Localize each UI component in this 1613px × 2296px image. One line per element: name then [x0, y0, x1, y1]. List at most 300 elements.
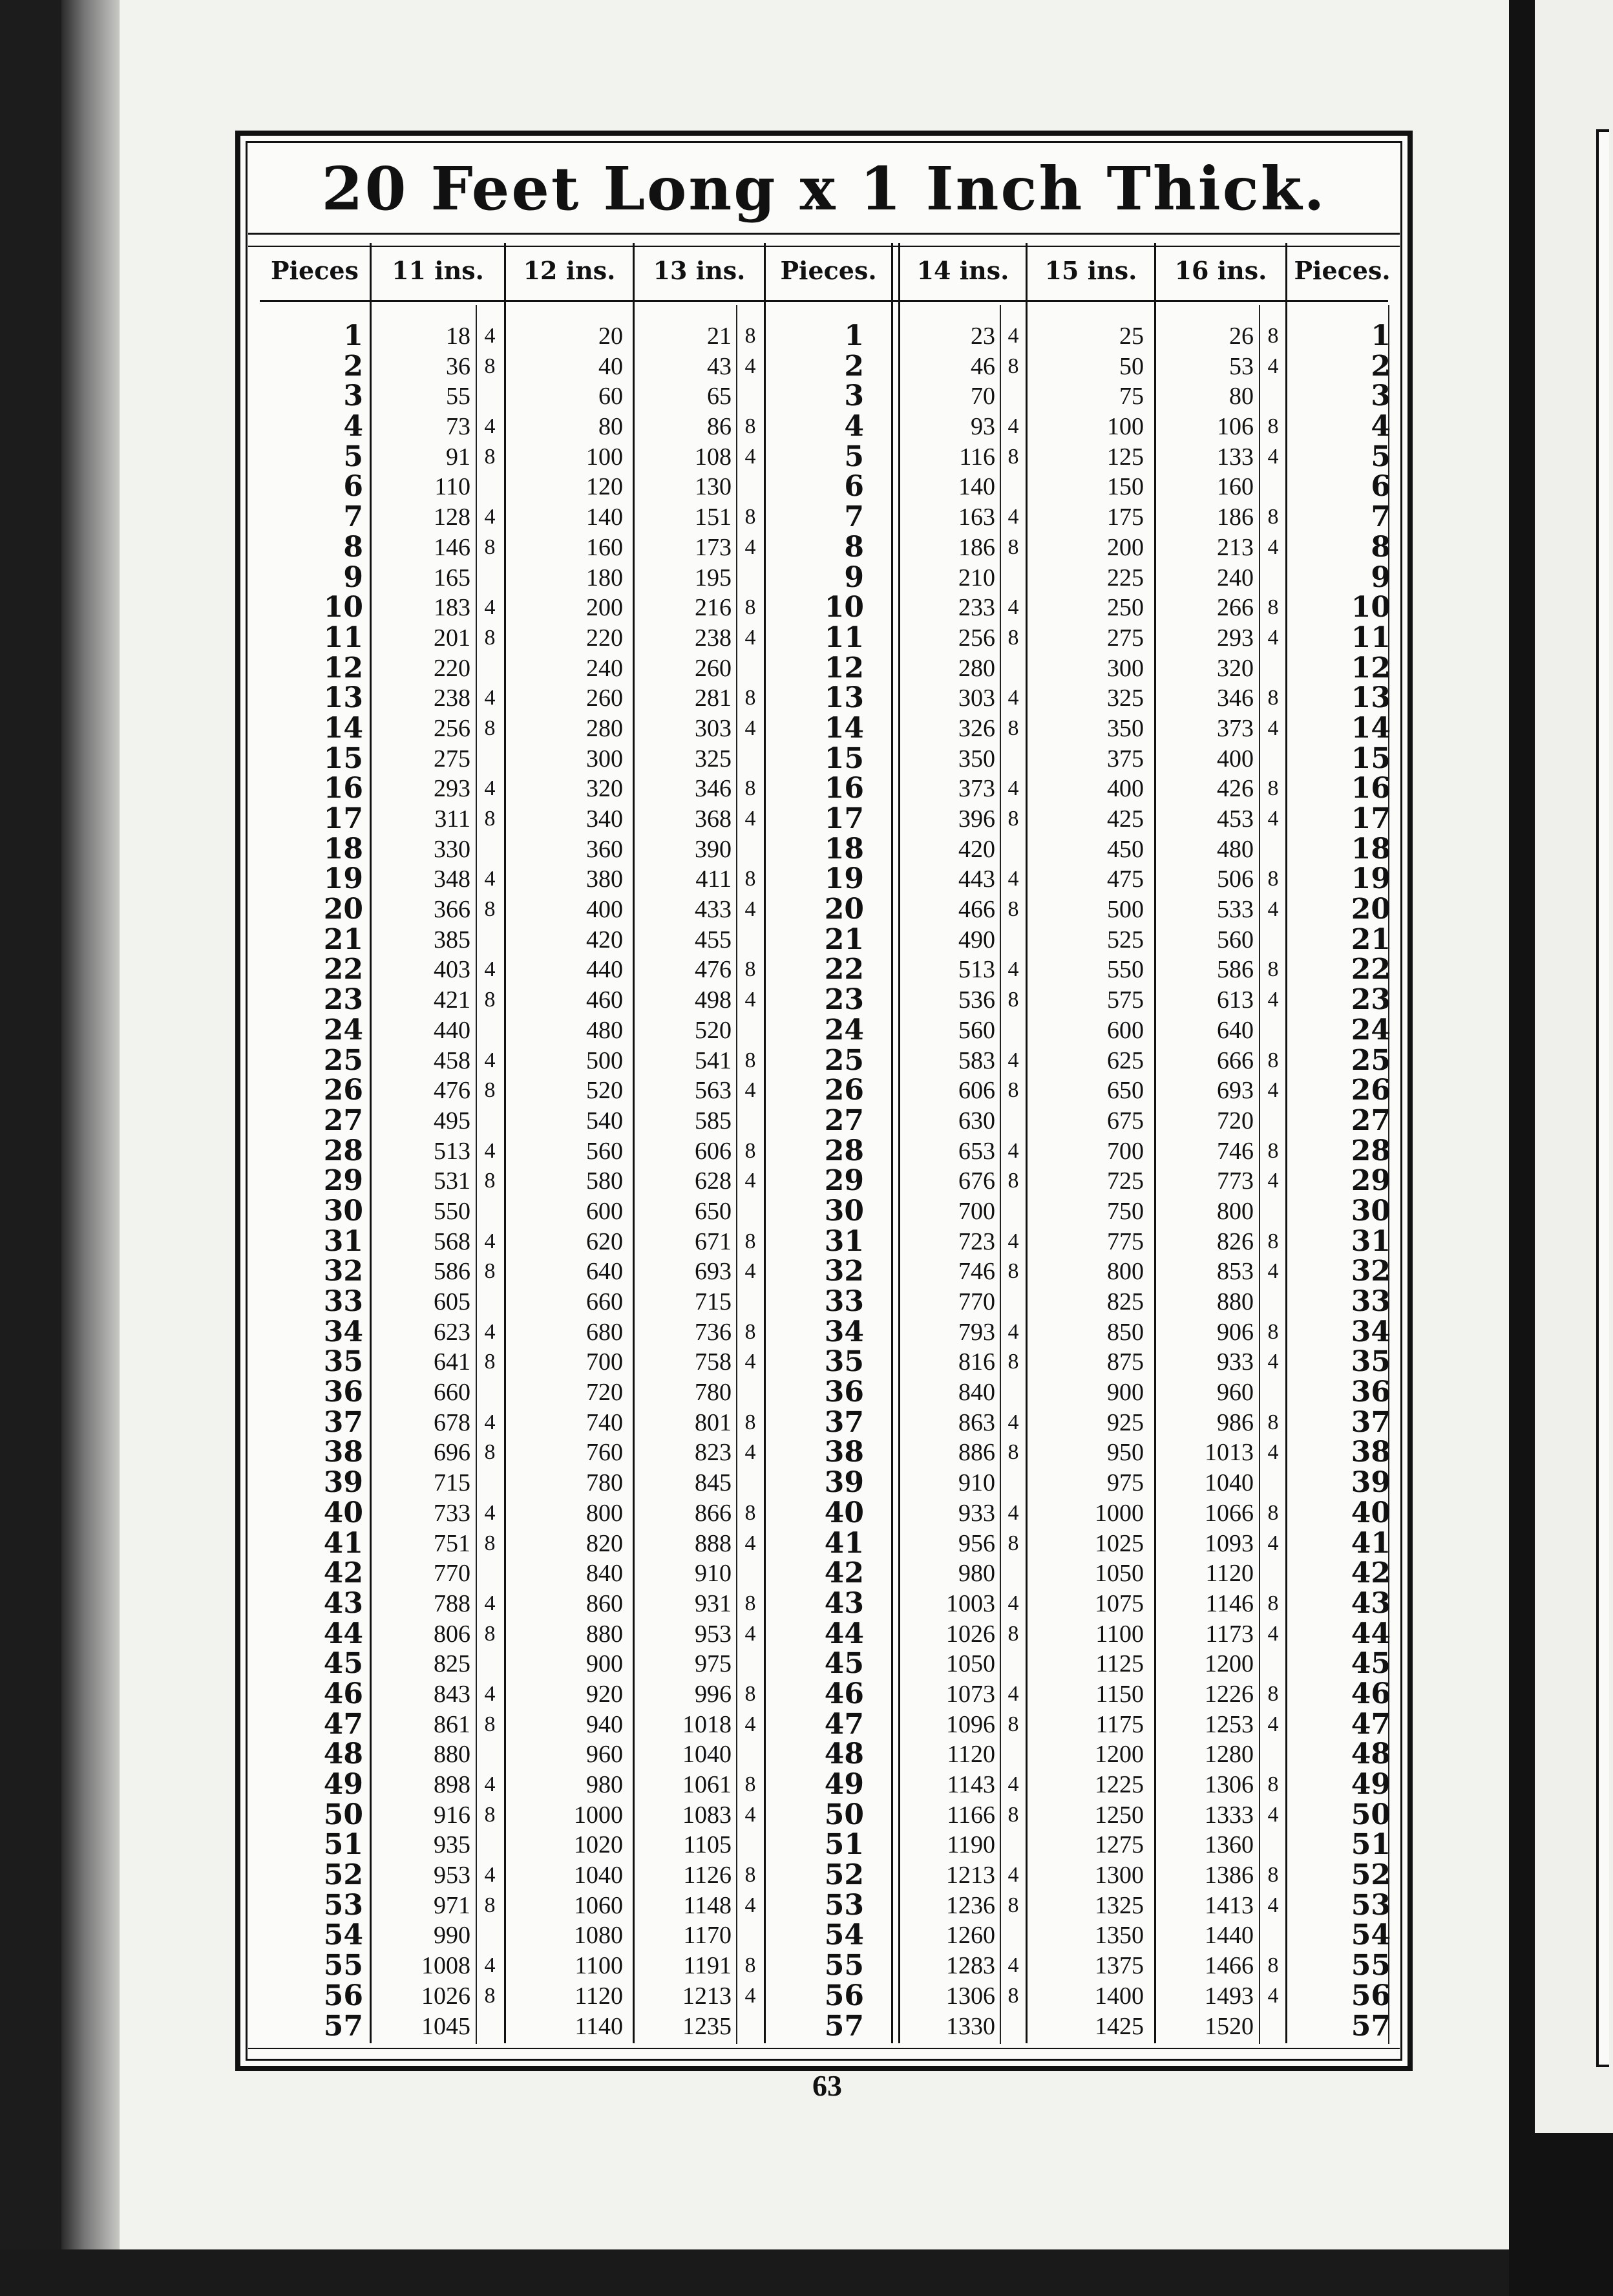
- pieces-cell: 46: [1351, 1677, 1391, 1710]
- value-cell: 1000: [1095, 1499, 1144, 1527]
- value-cell: 140: [586, 504, 623, 531]
- fraction-cell: 4: [484, 1048, 496, 1072]
- fraction-cell: 8: [744, 1863, 756, 1887]
- value-cell: 1413: [1205, 1891, 1254, 1919]
- value-cell: 303: [695, 714, 732, 742]
- pieces-cell: 51: [824, 1828, 864, 1862]
- pieces-cell: 55: [824, 1949, 864, 1982]
- value-cell: 816: [958, 1348, 995, 1376]
- fraction-cell: [477, 744, 503, 774]
- value-cell: 20: [598, 323, 623, 350]
- value-cell: 60: [598, 383, 623, 410]
- value-cell: 1166: [947, 1801, 995, 1829]
- fraction-cell: [1261, 1287, 1285, 1317]
- fraction-cell: [1002, 1377, 1025, 1408]
- fraction-cell: [1261, 563, 1285, 593]
- value-cell: 1360: [1205, 1831, 1254, 1859]
- fraction-cell: 4: [744, 716, 756, 740]
- fraction-cell: 4: [744, 1531, 756, 1555]
- value-cell: 1200: [1205, 1650, 1254, 1678]
- value-cell: 1253: [1205, 1710, 1254, 1738]
- pieces-column-left: [260, 321, 363, 2041]
- fraction-cell: [1002, 2012, 1025, 2042]
- value-cell: 640: [586, 1258, 623, 1286]
- value-cell: 1260: [946, 1922, 995, 1950]
- value-cell: 1026: [421, 1982, 470, 2010]
- value-cell: 75: [1119, 383, 1144, 410]
- value-cell: 80: [1229, 383, 1254, 410]
- value-cell: 935: [434, 1831, 470, 1859]
- fraction-cell: [1261, 1920, 1285, 1951]
- value-cell: 293: [1217, 624, 1254, 652]
- value-cell: 133: [1217, 443, 1254, 471]
- value-cell: 1105: [683, 1831, 732, 1859]
- value-cell: 823: [695, 1439, 732, 1467]
- pieces-cell: 6: [844, 470, 864, 504]
- pieces-cell: 33: [824, 1285, 864, 1318]
- fraction-cell: 4: [1007, 1048, 1019, 1072]
- value-cell: 980: [586, 1771, 623, 1798]
- value-cell: 346: [1217, 685, 1254, 712]
- value-cell: 293: [434, 775, 470, 803]
- fraction-cell: 8: [1007, 988, 1019, 1012]
- fraction-cell: [738, 563, 763, 593]
- pieces-cell: 7: [844, 500, 864, 534]
- bottom-rule: [248, 2048, 1400, 2049]
- value-cell: 1025: [1095, 1529, 1144, 1557]
- fraction-cell: 8: [1267, 1410, 1279, 1434]
- value-cell: 583: [958, 1047, 995, 1074]
- pieces-cell: 3: [844, 379, 864, 413]
- value-cell: 605: [434, 1288, 470, 1315]
- value-cell: 568: [434, 1228, 470, 1255]
- fraction-cell: 8: [1007, 1712, 1019, 1736]
- pieces-cell: 20: [1351, 893, 1391, 926]
- value-cell: 140: [958, 473, 995, 501]
- value-cell: 1236: [946, 1891, 995, 1919]
- pieces-cell: 44: [824, 1617, 864, 1650]
- value-cell: 880: [586, 1620, 623, 1648]
- value-cell: 845: [695, 1469, 732, 1497]
- value-cell: 455: [695, 926, 732, 953]
- value-cell: 260: [586, 685, 623, 712]
- value-cell: 303: [958, 685, 995, 712]
- value-cell: 630: [958, 1107, 995, 1134]
- fraction-cell: [738, 472, 763, 502]
- value-cell: 980: [958, 1560, 995, 1588]
- fraction-cell: 8: [1007, 807, 1019, 831]
- pieces-cell: 40: [824, 1496, 864, 1529]
- value-cell: 653: [958, 1137, 995, 1165]
- value-cell: 238: [695, 624, 732, 652]
- header-13-ins: 13 ins.: [653, 256, 746, 285]
- value-cell: 421: [434, 986, 470, 1014]
- pieces-cell: 36: [323, 1376, 363, 1409]
- pieces-cell: 43: [1351, 1586, 1391, 1620]
- fraction-cell: 4: [1007, 324, 1019, 348]
- fraction-cell: [1002, 1106, 1025, 1136]
- value-cell: 613: [1217, 986, 1254, 1014]
- fraction-cell: 8: [744, 1138, 756, 1163]
- value-cell: 1213: [682, 1982, 732, 2010]
- fraction-cell: 8: [1007, 1169, 1019, 1193]
- value-cell: 373: [958, 775, 995, 803]
- value-cell: 606: [958, 1077, 995, 1105]
- pieces-cell: 51: [323, 1828, 363, 1862]
- pieces-cell: 52: [1351, 1858, 1391, 1892]
- value-cell: 1466: [1205, 1952, 1254, 1980]
- value-cell: 513: [434, 1137, 470, 1165]
- pieces-cell: 33: [1351, 1285, 1391, 1318]
- value-cell: 700: [586, 1348, 623, 1376]
- value-cell: 100: [586, 443, 623, 471]
- value-cell: 900: [1107, 1379, 1144, 1407]
- fraction-cell: 8: [484, 354, 496, 378]
- pieces-cell: 8: [343, 530, 363, 564]
- fraction-cell: 4: [744, 1169, 756, 1193]
- pieces-cell: 7: [343, 500, 363, 534]
- fraction-cell: [1261, 1830, 1285, 1860]
- pieces-cell: 45: [323, 1647, 363, 1681]
- value-cell: 531: [434, 1167, 470, 1195]
- pieces-cell: 11: [824, 621, 864, 654]
- fraction-cell: [477, 1558, 503, 1589]
- value-cell: 210: [958, 564, 995, 591]
- pieces-cell: 26: [323, 1074, 363, 1107]
- value-cell: 671: [695, 1228, 732, 1255]
- pieces-cell: 52: [824, 1858, 864, 1892]
- pieces-cell: 27: [1351, 1103, 1391, 1137]
- column-divider: [504, 243, 506, 2043]
- value-cell: 960: [1217, 1379, 1254, 1407]
- fraction-cell: 4: [1267, 354, 1279, 378]
- value-cell: 350: [958, 745, 995, 772]
- value-cell: 736: [695, 1318, 732, 1346]
- fraction-cell: [1002, 744, 1025, 774]
- fraction-cell: 4: [484, 1138, 496, 1163]
- value-cell: 640: [1217, 1016, 1254, 1044]
- fraction-cell: 4: [1267, 1078, 1279, 1103]
- fraction-cell: 8: [1267, 1953, 1279, 1978]
- fraction-cell: 4: [744, 897, 756, 922]
- value-cell: 55: [446, 383, 470, 410]
- value-cell: 1120: [1205, 1560, 1254, 1588]
- pieces-cell: 2: [343, 349, 363, 383]
- fraction-cell: [1261, 1106, 1285, 1136]
- fraction-cell: [1261, 1558, 1285, 1589]
- fraction-cell: 4: [744, 1621, 756, 1646]
- value-cell: 746: [1217, 1137, 1254, 1165]
- value-cell: 575: [1107, 986, 1144, 1014]
- fraction-cell: 4: [744, 1893, 756, 1917]
- pieces-cell: 27: [824, 1103, 864, 1137]
- value-cell: 325: [1107, 685, 1144, 712]
- value-cell: 863: [958, 1408, 995, 1436]
- pieces-cell: 5: [343, 440, 363, 473]
- value-cell: 550: [1107, 956, 1144, 984]
- fraction-cell: 8: [484, 897, 496, 922]
- value-cell: 1333: [1205, 1801, 1254, 1829]
- fraction-cell: [1261, 925, 1285, 955]
- value-cell: 1120: [947, 1741, 995, 1769]
- value-cell: 110: [434, 473, 470, 501]
- fraction-cell: 8: [1007, 1350, 1019, 1374]
- fraction-cell: 4: [1007, 957, 1019, 982]
- fraction-cell: [738, 1468, 763, 1498]
- pieces-cell: 23: [323, 983, 363, 1017]
- value-cell: 843: [434, 1680, 470, 1708]
- fraction-cell: [738, 744, 763, 774]
- pieces-cell: 55: [1351, 1949, 1391, 1982]
- pieces-cell: 50: [1351, 1798, 1391, 1831]
- value-cell: 195: [695, 564, 732, 591]
- value-cell: 1306: [1205, 1771, 1254, 1798]
- pieces-cell: 37: [1351, 1405, 1391, 1439]
- fraction-cell: [1261, 1649, 1285, 1679]
- value-cell: 953: [434, 1862, 470, 1889]
- value-cell: 1026: [946, 1620, 995, 1648]
- value-cell: 311: [434, 805, 470, 833]
- value-cell: 348: [434, 866, 470, 893]
- pieces-cell: 44: [323, 1617, 363, 1650]
- pieces-cell: 38: [323, 1436, 363, 1469]
- pieces-cell: 26: [1351, 1074, 1391, 1107]
- pieces-cell: 35: [1351, 1345, 1391, 1379]
- pieces-cell: 26: [824, 1074, 864, 1107]
- value-cell: 100: [1107, 413, 1144, 441]
- fraction-cell: [1002, 563, 1025, 593]
- pieces-cell: 43: [824, 1586, 864, 1620]
- value-cell: 825: [434, 1650, 470, 1678]
- value-cell: 520: [586, 1077, 623, 1105]
- value-cell: 91: [446, 443, 470, 471]
- value-cell: 165: [434, 564, 470, 591]
- fraction-cell: 4: [1007, 595, 1019, 620]
- header-pieces: Pieces: [271, 256, 359, 285]
- bottom-shadow: [0, 2249, 1509, 2296]
- fraction-cell: [1261, 2012, 1285, 2042]
- value-cell: 540: [586, 1107, 623, 1134]
- value-cell: 1140: [575, 2012, 623, 2040]
- value-cell: 1425: [1095, 2012, 1144, 2040]
- value-cell: 1520: [1205, 2012, 1254, 2040]
- pieces-cell: 47: [323, 1707, 363, 1741]
- value-cell: 586: [434, 1258, 470, 1286]
- fraction-cell: 8: [484, 1983, 496, 2008]
- value-cell: 1325: [1095, 1891, 1144, 1919]
- pieces-cell: 41: [323, 1526, 363, 1560]
- value-cell: 525: [1107, 926, 1144, 953]
- fraction-cell: 8: [744, 686, 756, 710]
- fraction-cell: 4: [1267, 1621, 1279, 1646]
- value-cell: 250: [1107, 594, 1144, 622]
- pieces-cell: 14: [1351, 711, 1391, 745]
- value-cell: 1040: [574, 1862, 623, 1889]
- value-cell: 36: [446, 352, 470, 380]
- pieces-cell: 17: [323, 802, 363, 835]
- value-cell: 600: [1107, 1016, 1144, 1044]
- pieces-cell: 17: [824, 802, 864, 835]
- pieces-cell: 2: [844, 349, 864, 383]
- value-cell: 458: [434, 1047, 470, 1074]
- value-cell: 563: [695, 1077, 732, 1105]
- fraction-cell: [738, 1106, 763, 1136]
- fraction-cell: 4: [744, 807, 756, 831]
- pieces-cell: 54: [1351, 1919, 1391, 1952]
- value-cell: 1170: [683, 1922, 732, 1950]
- value-cell: 720: [586, 1379, 623, 1407]
- fraction-cell: 4: [1007, 867, 1019, 891]
- value-cell: 1003: [946, 1589, 995, 1617]
- pieces-cell: 22: [323, 953, 363, 986]
- value-cell: 186: [958, 533, 995, 561]
- value-cell: 775: [1107, 1228, 1144, 1255]
- fraction-cell: 8: [484, 1350, 496, 1374]
- value-cell: 733: [434, 1499, 470, 1527]
- header-16-ins: 16 ins.: [1174, 256, 1267, 285]
- value-cell: 875: [1107, 1348, 1144, 1376]
- fraction-cell: [477, 381, 503, 412]
- fraction-cell: [1002, 1468, 1025, 1498]
- value-cell: 1075: [1095, 1589, 1144, 1617]
- fraction-cell: 8: [1007, 625, 1019, 650]
- pieces-cell: 57: [1351, 2009, 1391, 2043]
- value-cell: 225: [1107, 564, 1144, 591]
- fraction-cell: 4: [744, 1259, 756, 1284]
- fraction-cell: 4: [1267, 1169, 1279, 1193]
- fraction-cell: 4: [484, 867, 496, 891]
- pieces-cell: 4: [1371, 410, 1391, 443]
- value-cell: 346: [695, 775, 732, 803]
- value-cell: 793: [958, 1318, 995, 1346]
- value-cell: 1235: [682, 2012, 732, 2040]
- value-cell: 108: [695, 443, 732, 471]
- value-cell: 1093: [1205, 1529, 1254, 1557]
- value-cell: 585: [695, 1107, 732, 1134]
- value-cell: 1225: [1095, 1771, 1144, 1798]
- value-cell: 175: [1107, 504, 1144, 531]
- fraction-cell: [1002, 1196, 1025, 1227]
- fraction-cell: [738, 1015, 763, 1046]
- value-cell: 400: [1107, 775, 1144, 803]
- value-cell: 900: [586, 1650, 623, 1678]
- pieces-cell: 14: [824, 711, 864, 745]
- value-cell: 746: [958, 1258, 995, 1286]
- value-cell: 1050: [946, 1650, 995, 1678]
- value-cell: 380: [586, 866, 623, 893]
- pieces-cell: 3: [343, 379, 363, 413]
- value-cell: 956: [958, 1529, 995, 1557]
- fraction-divider: [1259, 305, 1260, 2044]
- value-cell: 400: [586, 896, 623, 924]
- value-cell: 23: [971, 323, 995, 350]
- value-cell: 700: [958, 1197, 995, 1225]
- fraction-cell: 4: [744, 625, 756, 650]
- value-cell: 240: [586, 654, 623, 682]
- pieces-cell: 47: [1351, 1707, 1391, 1741]
- fraction-cell: 8: [1007, 444, 1019, 469]
- fraction-cell: 8: [484, 1078, 496, 1103]
- pieces-cell: 24: [323, 1013, 363, 1047]
- fraction-cell: 4: [1267, 1440, 1279, 1465]
- value-cell: 916: [434, 1801, 470, 1829]
- header-pieces-right: Pieces.: [1294, 256, 1391, 285]
- value-cell: 93: [971, 413, 995, 441]
- fraction-cell: 8: [744, 414, 756, 439]
- value-cell: 1213: [946, 1862, 995, 1889]
- title-rule: [248, 233, 1400, 235]
- pieces-cell: 13: [1351, 681, 1391, 715]
- fraction-cell: [477, 1106, 503, 1136]
- pieces-cell: 22: [824, 953, 864, 986]
- value-cell: 600: [586, 1197, 623, 1225]
- pieces-cell: 18: [1351, 832, 1391, 866]
- value-cell: 1226: [1205, 1680, 1254, 1708]
- fraction-cell: 8: [744, 1229, 756, 1253]
- value-cell: 1040: [1205, 1469, 1254, 1497]
- value-cell: 1100: [575, 1952, 623, 1980]
- fraction-cell: 8: [1007, 354, 1019, 378]
- value-cell: 975: [695, 1650, 732, 1678]
- fraction-cell: 8: [1267, 1048, 1279, 1072]
- fraction-cell: 4: [1007, 1500, 1019, 1525]
- pieces-cell: 28: [824, 1134, 864, 1167]
- pieces-cell: 42: [824, 1557, 864, 1590]
- value-cell: 780: [695, 1379, 732, 1407]
- pieces-cell: 1: [343, 319, 363, 352]
- value-cell: 220: [586, 624, 623, 652]
- pieces-cell: 53: [323, 1888, 363, 1922]
- fraction-cell: [1002, 1920, 1025, 1951]
- fraction-cell: 8: [744, 776, 756, 801]
- value-cell: 560: [958, 1016, 995, 1044]
- fraction-cell: 8: [484, 988, 496, 1012]
- pieces-cell: 31: [323, 1224, 363, 1258]
- fraction-cell: [477, 1468, 503, 1498]
- fraction-cell: 8: [1007, 1259, 1019, 1284]
- value-cell: 953: [695, 1620, 732, 1648]
- fraction-cell: 4: [1267, 1531, 1279, 1555]
- pieces-cell: 23: [824, 983, 864, 1017]
- fraction-cell: [1261, 1468, 1285, 1498]
- fraction-11-column: [477, 321, 503, 2041]
- pieces-cell: 5: [844, 440, 864, 473]
- value-cell: 676: [958, 1167, 995, 1195]
- value-cell: 396: [958, 805, 995, 833]
- fraction-cell: 8: [744, 867, 756, 891]
- value-cell: 750: [1107, 1197, 1144, 1225]
- value-cell: 725: [1107, 1167, 1144, 1195]
- fraction-cell: [477, 1830, 503, 1860]
- fraction-divider: [1000, 305, 1001, 2044]
- pieces-cell: 1: [844, 319, 864, 352]
- pieces-cell: 45: [1351, 1647, 1391, 1681]
- pieces-cell: 34: [824, 1315, 864, 1348]
- pieces-cell: 21: [824, 922, 864, 956]
- value-cell: 1073: [946, 1680, 995, 1708]
- fraction-cell: 4: [484, 1410, 496, 1434]
- pieces-cell: 34: [323, 1315, 363, 1348]
- value-cell: 1066: [1205, 1499, 1254, 1527]
- value-cell: 840: [958, 1379, 995, 1407]
- pieces-cell: 53: [1351, 1888, 1391, 1922]
- value-cell: 751: [434, 1529, 470, 1557]
- fraction-cell: 8: [1267, 1681, 1279, 1706]
- table-title: 20 Feet Long x 1 Inch Thick.: [321, 154, 1327, 224]
- value-cell: 850: [1107, 1318, 1144, 1346]
- value-cell: 1000: [574, 1801, 623, 1829]
- pieces-cell: 2: [1371, 349, 1391, 383]
